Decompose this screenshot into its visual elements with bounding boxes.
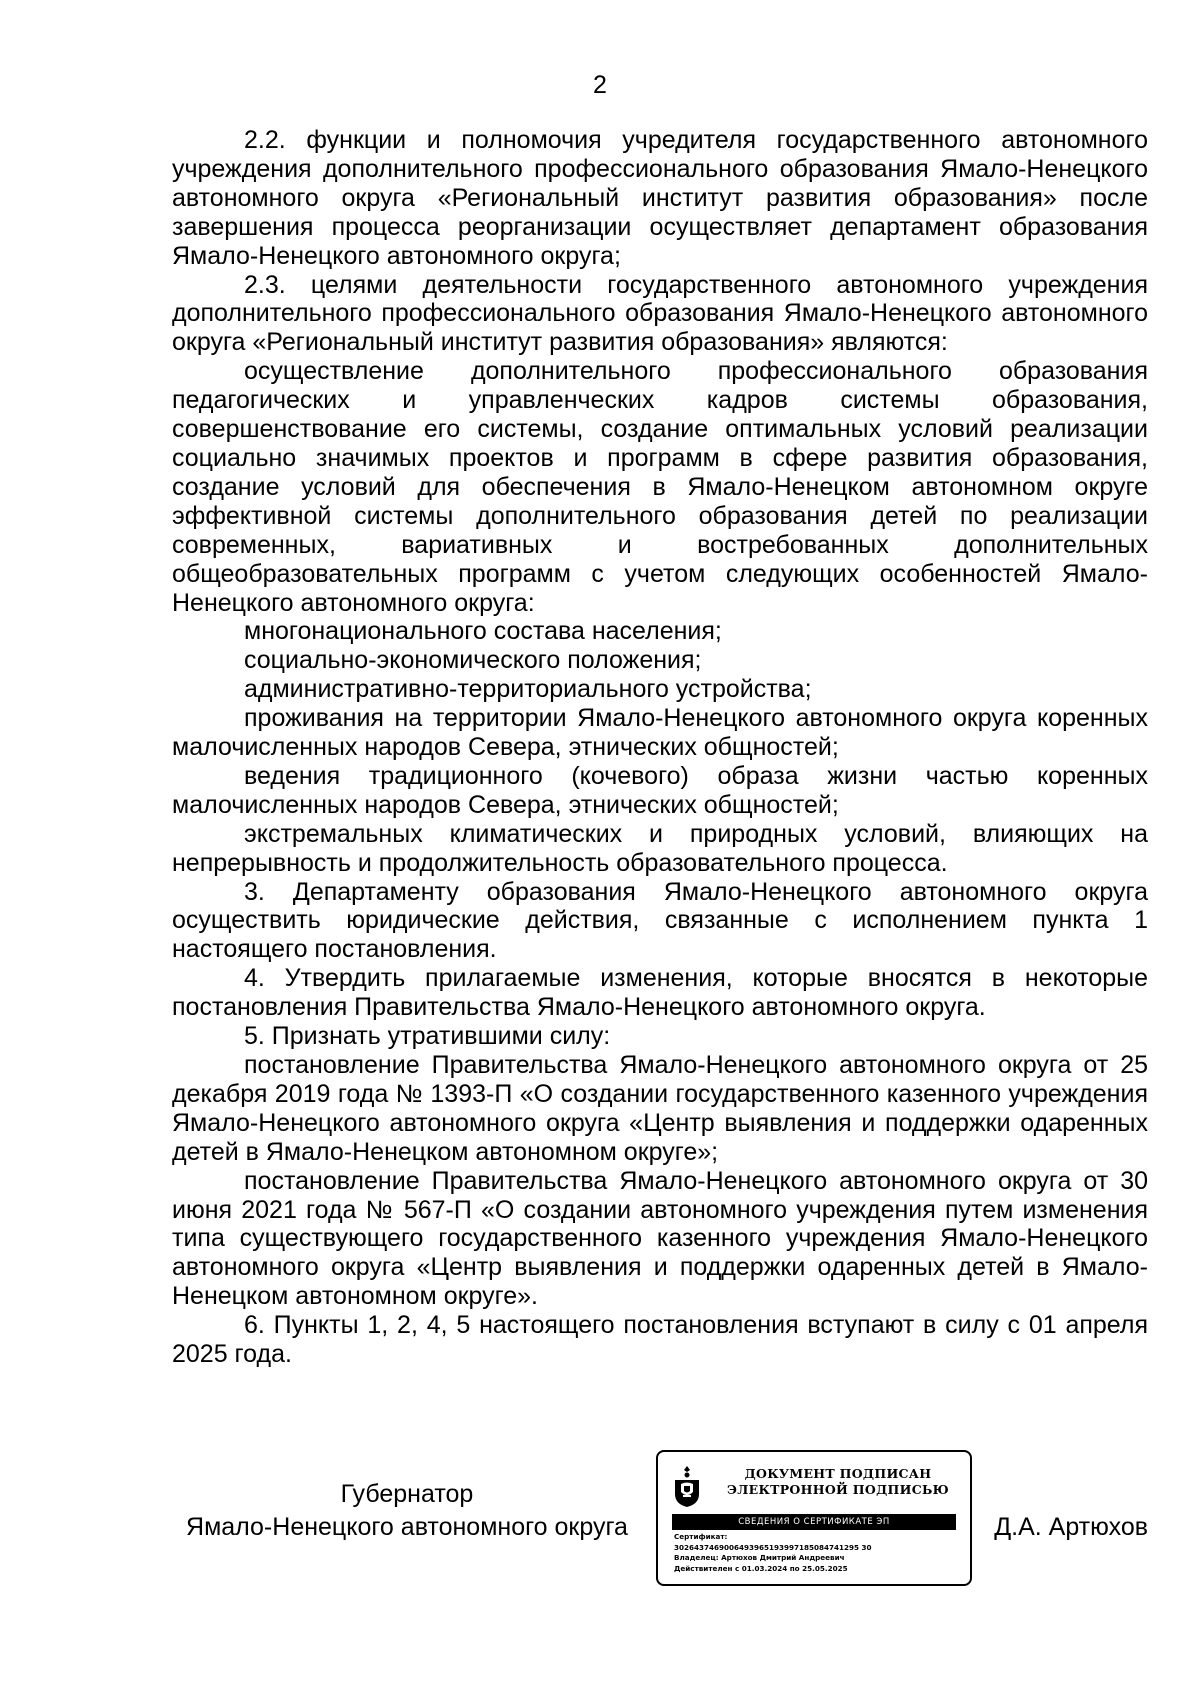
paragraph-goals: осуществление дополнительного профессионального образования педагогических и управленческих кадров системы образования, совершенствование его системы, создание оптимальных условий реализации социально значимых проектов и программ в сфере развития образования, создание условий для обеспечения в Ямало-Ненецком автономном округе эффективной системы дополнительного образования детей по реализации современных, вариативных и востребованных дополнительных общеобразовательных программ с учетом следующих особенностей Ямало-Ненецкого автономного округа: (172, 357, 1148, 617)
certificate-number: 3026437469006493965193997185084741295 30 (674, 1542, 872, 1552)
signatory-name: Д.А. Артюхов (994, 1513, 1148, 1541)
signatory-position-line1: Губернатор (340, 1480, 474, 1508)
paragraph-feature-climate: экстремальных климатических и природных условий, влияющих на непрерывность и продолжительность образовательного процесса. (172, 819, 1148, 877)
certificate-info-bar: СВЕДЕНИЯ О СЕРТИФИКАТЕ ЭП (672, 1514, 956, 1530)
paragraph-feature-multinational: многонационального состава населения; (244, 617, 722, 646)
paragraph-5-repeal-2: постановление Правительства Ямало-Ненецкого автономного округа от 30 июня 2021 года № 567-П «О создании автономного учреждения путем изменения типа существующего государственного казенного учреждения Ямало-Ненецкого автономного округа «Центр выявления и поддержки одаренных детей в Ямало-Ненецком автономном округе». (172, 1166, 1148, 1311)
paragraph-5-repeal-1: постановление Правительства Ямало-Ненецкого автономного округа от 25 декабря 2019 года № 1393-П «О создании государственного казенного учреждения Ямало-Ненецкого автономного округа «Центр выявления и поддержки одаренных детей в Ямало-Ненецком автономном округе»; (172, 1051, 1148, 1166)
paragraph-2-2: 2.2. функции и полномочия учредителя государственного автономного учреждения дополнительного профессионального образования Ямало-Ненецкого автономного округа «Региональный институт развития образования» после завершения процесса реорганизации осуществляет департамент образования Ямало-Ненецкого автономного округа; (172, 126, 1148, 270)
certificate-validity: Действителен с 01.03.2024 по 25.05.2025 (674, 1563, 848, 1573)
document-body (172, 126, 1148, 1369)
paragraph-3: 3. Департаменту образования Ямало-Ненецкого автономного округа осуществить юридические действия, связанные с исполнением пункта 1 настоящего постановления. (172, 877, 1148, 964)
electronic-signature-stamp (656, 1450, 972, 1586)
signatory-position-line2: Ямало-Ненецкого автономного округа (186, 1513, 628, 1541)
signature-block (172, 1450, 1148, 1590)
paragraph-5: 5. Признать утратившими силу: (244, 1022, 611, 1051)
certificate-owner: Владелец: Артюхов Дмитрий Андреевич (674, 1553, 845, 1562)
paragraph-feature-socioeconomic: социально-экономического положения; (244, 646, 702, 675)
stamp-title (718, 1466, 958, 1498)
paragraph-feature-indigenous: проживания на территории Ямало-Ненецкого автономного округа коренных малочисленных народов Севера, этнических общностей; (172, 704, 1148, 762)
coat-of-arms-icon (672, 1464, 702, 1508)
paragraph-6: 6. Пункты 1, 2, 4, 5 настоящего постановления вступают в силу с 01 апреля 2025 года. (172, 1311, 1148, 1369)
signatory-position (172, 1478, 642, 1544)
paragraph-feature-administrative: административно-территориального устройства; (244, 675, 812, 704)
stamp-title-line2: ЭЛЕКТРОННОЙ ПОДПИСЬЮ (727, 1482, 949, 1497)
stamp-title-line1: ДОКУМЕНТ ПОДПИСАН (744, 1466, 932, 1481)
paragraph-feature-nomadic: ведения традиционного (кочевого) образа жизни частью коренных малочисленных народов Севера, этнических общностей; (172, 761, 1148, 819)
paragraph-2-3: 2.3. целями деятельности государственного автономного учреждения дополнительного профессионального образования Ямало-Ненецкого автономного округа «Региональный институт развития образования» являются: (172, 270, 1148, 357)
paragraph-4: 4. Утвердить прилагаемые изменения, которые вносятся в некоторые постановления Правительства Ямало-Ненецкого автономного округа. (172, 964, 1148, 1022)
certificate-label: Сертификат: (674, 1532, 728, 1541)
certificate-details (674, 1532, 964, 1574)
page-number: 2 (593, 71, 607, 99)
